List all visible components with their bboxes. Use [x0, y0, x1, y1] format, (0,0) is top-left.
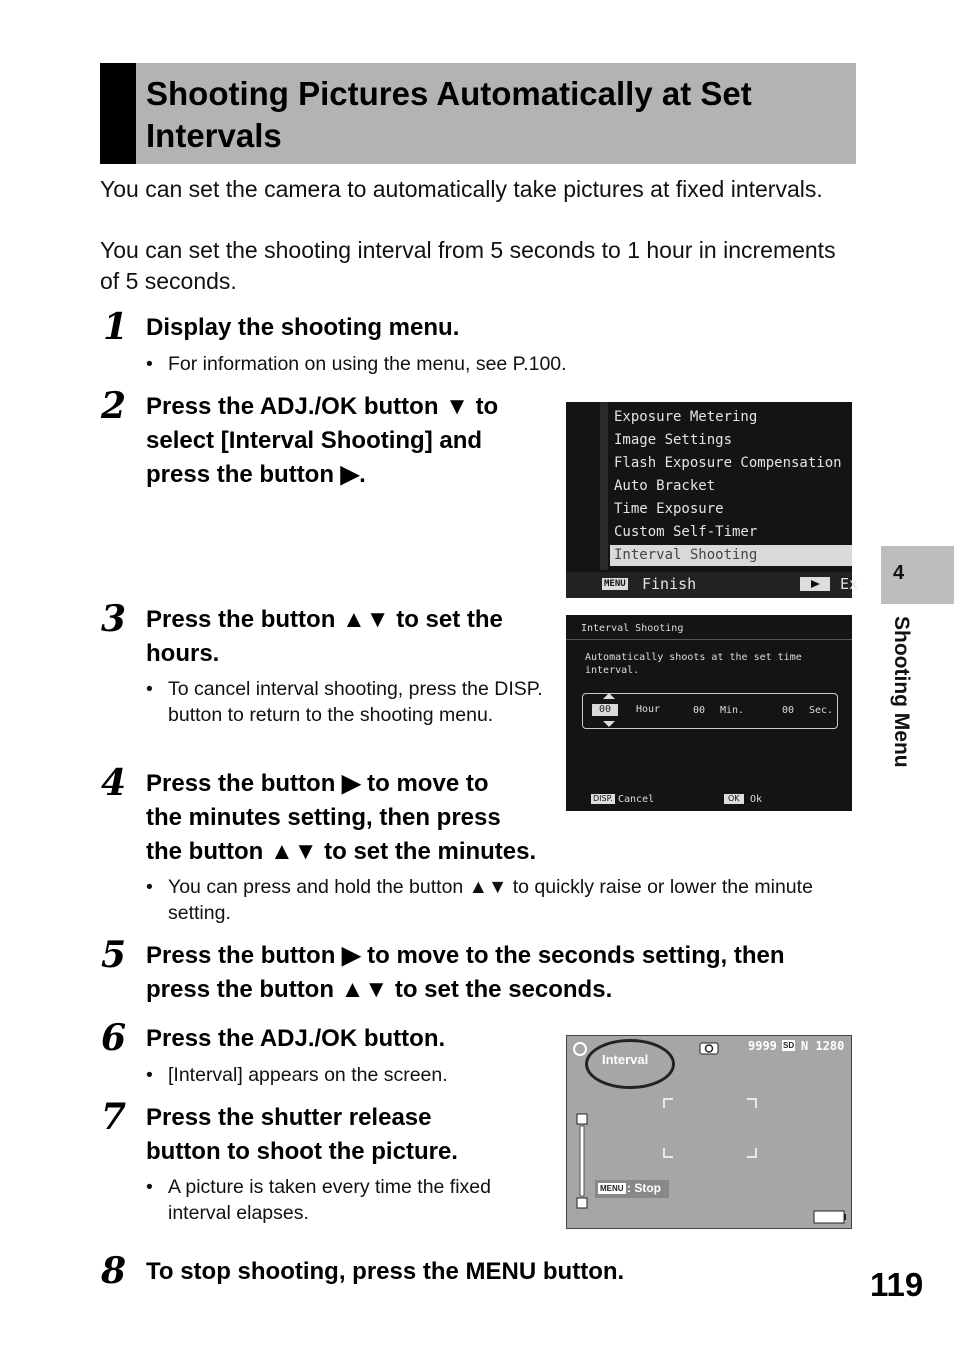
exit-label: Ex — [840, 575, 859, 593]
note-text: You can press and hold the button ▲▼ to quickly raise or lower the minute setting. — [168, 876, 813, 924]
step-number: 8 — [101, 1250, 127, 1292]
chapter-tab — [881, 546, 954, 604]
step-8-text — [146, 1255, 786, 1289]
interval-indicator: Interval — [602, 1052, 649, 1067]
step-line: button to shoot the picture. — [146, 1138, 458, 1165]
battery-icon — [813, 1210, 847, 1224]
step-6-text — [146, 1022, 546, 1056]
menu-item: Custom Self-Timer — [614, 524, 758, 540]
finish-label: Finish — [642, 575, 697, 593]
step-4-text — [146, 767, 596, 869]
up-arrow-icon — [603, 693, 615, 699]
menu-item-selected — [610, 545, 852, 566]
hour-label: Hour — [636, 704, 661, 715]
step-line: Press the button ▶ to move to — [146, 770, 489, 797]
play-icon — [800, 577, 830, 591]
stop-label: : Stop — [627, 1181, 661, 1195]
step-line: Press the ADJ./OK button ▼ to — [146, 393, 499, 420]
screen-description-line: interval. — [585, 665, 640, 676]
menu-item: Auto Bracket — [614, 478, 716, 494]
disp-key-badge: DISP. — [593, 794, 613, 803]
screen-header — [566, 615, 852, 640]
menu-item: Image Settings — [614, 432, 733, 448]
cancel-label: Cancel — [618, 794, 655, 805]
menu-key-badge: MENU — [604, 579, 626, 589]
bullet-dot: • — [146, 876, 153, 898]
note-text: [Interval] appears on the screen. — [168, 1064, 448, 1086]
min-value: 00 — [693, 705, 706, 716]
step-line: Press the ADJ./OK button. — [146, 1025, 446, 1052]
step-number: 5 — [101, 934, 127, 976]
scene-mode-icon — [572, 1041, 588, 1057]
right-arrow-key-icon — [800, 577, 830, 591]
step-number: 3 — [101, 598, 127, 640]
step-line: To stop shooting, press the MENU button. — [146, 1258, 625, 1285]
step-line: select [Interval Shooting] and — [146, 427, 483, 454]
min-label: Min. — [720, 705, 745, 716]
step-line: press the button ▲▼ to set the seconds. — [146, 976, 613, 1003]
shots-remaining: 9999 — [748, 1039, 777, 1053]
live-view-screenshot — [566, 1035, 852, 1229]
stop-hint — [595, 1180, 669, 1198]
time-input-box — [582, 693, 838, 729]
step-line: Display the shooting menu. — [146, 314, 460, 341]
sd-card-icon: SD — [783, 1041, 795, 1050]
step-line: Press the shutter release — [146, 1104, 432, 1131]
menu-item: Time Exposure — [614, 501, 724, 517]
intro-paragraph-1: You can set the camera to automatically take pictures at fixed intervals. — [100, 176, 823, 202]
screen-title: Interval Shooting — [581, 623, 684, 634]
camera-menu-screenshot — [566, 402, 859, 598]
bullet-dot: • — [146, 678, 153, 700]
chapter-number: 4 — [893, 562, 905, 584]
step-3-text — [146, 603, 556, 671]
interval-setting-screenshot — [566, 615, 852, 811]
chapter-label-text: Shooting Menu — [890, 616, 913, 768]
chapter-label — [889, 616, 915, 806]
page-number: 119 — [870, 1266, 924, 1303]
note-text: A picture is taken every time the fixed interval elapses. — [168, 1176, 491, 1224]
bullet-dot: • — [146, 1064, 153, 1086]
sec-label: Sec. — [809, 705, 834, 716]
step-number: 6 — [101, 1017, 127, 1059]
note-text: To cancel interval shooting, press the DISP. button to return to the shooting menu. — [168, 678, 543, 726]
sec-value: 00 — [782, 705, 795, 716]
step-line: press the button ▶. — [146, 461, 366, 488]
hour-value: 00 — [592, 704, 618, 716]
step-line: Press the button ▲▼ to set the — [146, 606, 503, 633]
section-title-banner — [100, 63, 856, 164]
intro-paragraph-2: You can set the shooting interval from 5 seconds to 1 hour in increments of 5 seconds. — [100, 237, 836, 294]
step-1-text — [146, 311, 459, 345]
image-quality: N 1280 — [801, 1039, 845, 1053]
step-line: Press the button ▶ to move to the seconds setting, then — [146, 942, 785, 969]
menu-key-badge: MENU — [600, 1184, 624, 1193]
page-title: Shooting Pictures Automatically at Set Intervals — [146, 75, 752, 154]
ok-key-badge: OK — [724, 794, 744, 804]
step-line: the minutes setting, then press — [146, 804, 501, 831]
zoom-bar-icon — [575, 1112, 589, 1212]
menu-item: Flash Exposure Compensation — [614, 455, 842, 471]
camera-icon — [699, 1039, 719, 1055]
step-7-text — [146, 1101, 546, 1169]
focus-frame-icon — [663, 1098, 757, 1158]
menu-scroll-track — [600, 402, 608, 570]
note-text: For information on using the menu, see P.100. — [168, 353, 567, 375]
step-2-text — [146, 390, 556, 492]
title-accent-bar — [100, 63, 136, 164]
menu-footer — [566, 572, 859, 598]
menu-item: Exposure Metering — [614, 409, 758, 425]
bullet-dot: • — [146, 1176, 153, 1198]
step-line: the button ▲▼ to set the minutes. — [146, 838, 537, 865]
step-number: 7 — [101, 1096, 127, 1138]
down-arrow-icon — [603, 721, 615, 727]
step-line: hours. — [146, 640, 220, 667]
step-5-text — [146, 939, 866, 1007]
step-number: 4 — [101, 762, 127, 804]
step-number: 2 — [101, 385, 127, 427]
screen-description-line: Automatically shoots at the set time — [585, 652, 802, 663]
menu-item-selected-label: Interval Shooting — [614, 547, 758, 563]
bullet-dot: • — [146, 353, 153, 375]
step-number: 1 — [103, 306, 129, 348]
ok-label: Ok — [750, 794, 763, 805]
